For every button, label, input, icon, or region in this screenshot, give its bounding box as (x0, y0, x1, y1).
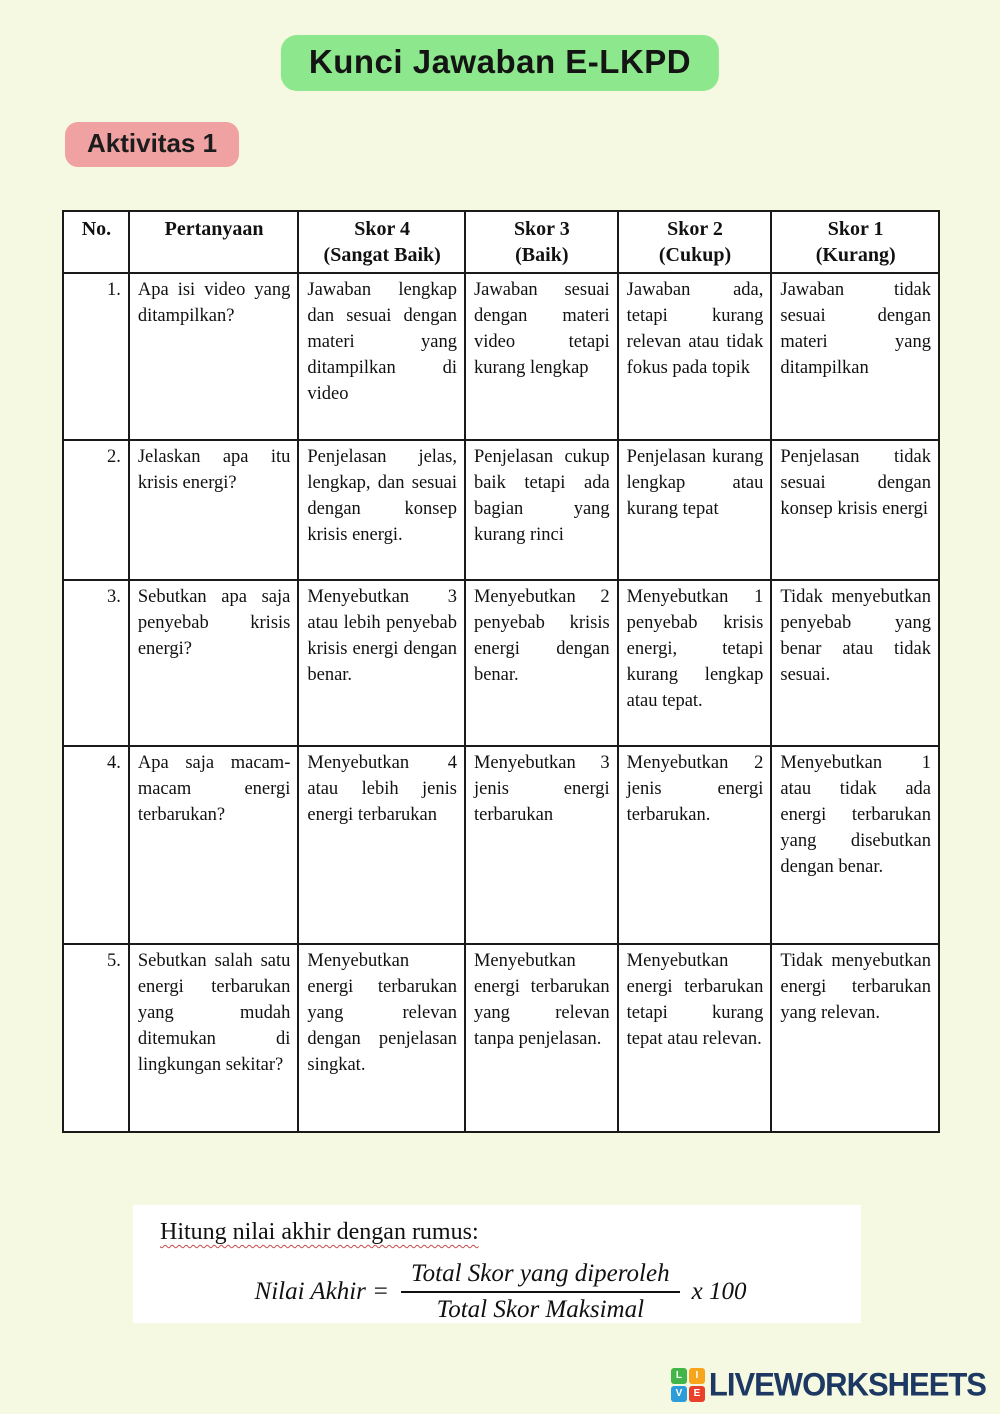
table-header-row (63, 211, 939, 273)
row-number: 4. (63, 746, 129, 944)
skor1-cell: Tidak menyebutkan energi terbarukan yang relevan. (771, 944, 939, 1132)
row-number: 5. (63, 944, 129, 1132)
table-row (63, 273, 939, 440)
formula-suffix: x 100 (691, 1278, 747, 1305)
logo-square-v: V (671, 1386, 687, 1402)
formula-equation (160, 1260, 841, 1324)
skor1-cell: Menyebutkan 1 atau tidak ada energi terbarukan yang disebutkan dengan benar. (771, 746, 939, 944)
formula-lhs: Nilai Akhir = (254, 1278, 390, 1305)
skor4-cell: Menyebutkan 3 atau lebih penyebab krisis energi dengan benar. (298, 580, 465, 746)
question-cell: Jelaskan apa itu krisis energi? (129, 440, 299, 580)
rubric-table (62, 210, 940, 1133)
skor3-cell: Penjelasan cukup baik tetapi ada bagian yang kurang rinci (465, 440, 618, 580)
skor1-cell: Penjelasan tidak sesuai dengan konsep krisis energi (771, 440, 939, 580)
header-skor3: Skor 3 (Baik) (465, 211, 618, 273)
skor2-cell: Penjelasan kurang lengkap atau kurang tepat (618, 440, 772, 580)
question-cell: Apa isi video yang ditampilkan? (129, 273, 299, 440)
table-row (63, 746, 939, 944)
logo-square-l: L (671, 1368, 687, 1384)
skor3-cell: Jawaban sesuai dengan materi video tetapi kurang lengkap (465, 273, 618, 440)
row-number: 1. (63, 273, 129, 440)
skor4-cell: Menyebutkan energi terbarukan yang relevan dengan penjelasan singkat. (298, 944, 465, 1132)
formula-fraction (401, 1260, 680, 1324)
skor3-cell: Menyebutkan 2 penyebab krisis energi dengan benar. (465, 580, 618, 746)
skor1-cell: Tidak menyebutkan penyebab yang benar atau tidak sesuai. (771, 580, 939, 746)
question-cell: Sebutkan apa saja penyebab krisis energi? (129, 580, 299, 746)
header-no: No. (63, 211, 129, 273)
skor4-cell: Menyebutkan 4 atau lebih jenis energi terbarukan (298, 746, 465, 944)
skor4-cell: Penjelasan jelas, lengkap, dan sesuai dengan konsep krisis energi. (298, 440, 465, 580)
table-row (63, 580, 939, 746)
question-cell: Sebutkan salah satu energi terbarukan yang mudah ditemukan di lingkungan sekitar? (129, 944, 299, 1132)
logo-square-i: I (689, 1368, 705, 1384)
skor2-cell: Menyebutkan 2 jenis energi terbarukan. (618, 746, 772, 944)
page-title: Kunci Jawaban E-LKPD (281, 35, 719, 91)
skor4-cell: Jawaban lengkap dan sesuai dengan materi yang ditampilkan di video (298, 273, 465, 440)
liveworksheets-logo[interactable] (671, 1367, 986, 1403)
header-skor1: Skor 1 (Kurang) (771, 211, 939, 273)
skor2-cell: Menyebutkan energi terbarukan tetapi kurang tepat atau relevan. (618, 944, 772, 1132)
skor3-cell: Menyebutkan 3 jenis energi terbarukan (465, 746, 618, 944)
skor1-cell: Jawaban tidak sesuai dengan materi yang ditampilkan (771, 273, 939, 440)
table-row (63, 440, 939, 580)
row-number: 3. (63, 580, 129, 746)
header-skor4: Skor 4 (Sangat Baik) (298, 211, 465, 273)
header-skor2: Skor 2 (Cukup) (618, 211, 772, 273)
header-question: Pertanyaan (129, 211, 299, 273)
liveworksheets-wordmark: LIVEWORKSHEETS (708, 1366, 986, 1403)
table-row (63, 944, 939, 1132)
fraction-numerator: Total Skor yang diperoleh (401, 1260, 680, 1293)
formula-instruction: Hitung nilai akhir dengan rumus: (160, 1219, 479, 1245)
skor3-cell: Menyebutkan energi terbarukan yang relevan tanpa penjelasan. (465, 944, 618, 1132)
final-score-formula-card (133, 1205, 861, 1323)
logo-square-e: E (689, 1386, 705, 1402)
row-number: 2. (63, 440, 129, 580)
skor2-cell: Menyebutkan 1 penyebab krisis energi, tetapi kurang lengkap atau tepat. (618, 580, 772, 746)
liveworksheets-grid-icon (671, 1368, 705, 1402)
skor2-cell: Jawaban ada, tetapi kurang relevan atau tidak fokus pada topik (618, 273, 772, 440)
question-cell: Apa saja macam-macam energi terbarukan? (129, 746, 299, 944)
fraction-denominator: Total Skor Maksimal (436, 1296, 645, 1323)
activity-badge: Aktivitas 1 (65, 122, 239, 167)
